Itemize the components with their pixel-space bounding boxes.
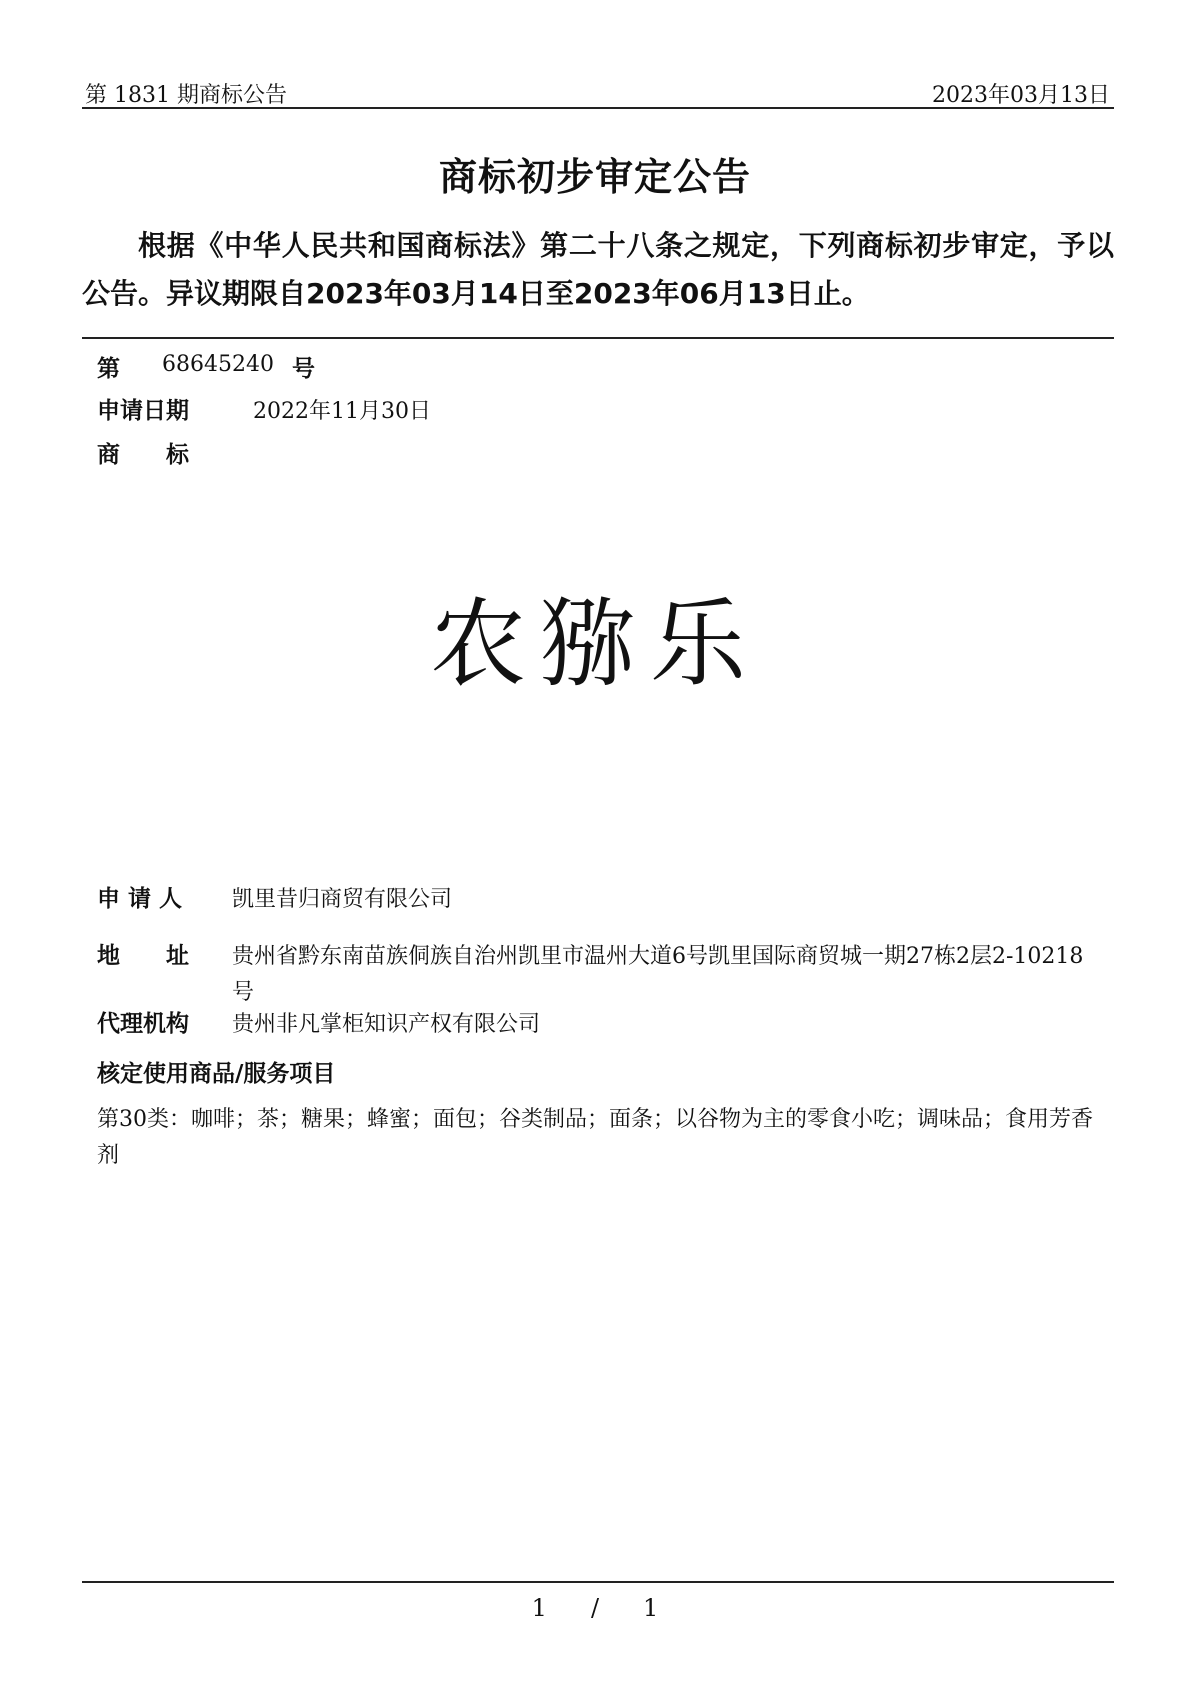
number-prefix-label: 第 <box>97 356 120 382</box>
page-title: 商标初步审定公告 <box>438 155 751 199</box>
registration-number: 68645240 <box>162 352 274 377</box>
issue-date: 2023年03月13日 <box>932 83 1110 108</box>
applicant-address: 贵州省黔东南苗族侗族自治州凯里市温州大道6号凯里国际商贸城一期27栋2层2-10218号 <box>232 944 1084 1005</box>
applicant-label: 申 请 人 <box>97 886 183 912</box>
intro-paragraph: 根据《中华人民共和国商标法》第二十八条之规定，下列商标初步审定，予以公告。异议期限自2023年03月14日至2023年06月13日止。 <box>82 229 1114 310</box>
number-suffix-label: 号 <box>292 356 315 382</box>
section-divider <box>82 337 1114 339</box>
application-date: 2022年11月30日 <box>253 399 431 424</box>
trademark-label: 商 标 <box>97 442 189 468</box>
agent-label: 代理机构 <box>97 1011 189 1037</box>
agent-name: 贵州非凡掌柜知识产权有限公司 <box>232 1012 541 1037</box>
trademark-image: 农猕乐 <box>430 588 760 700</box>
issue-number: 第 1831 期商标公告 <box>85 83 287 108</box>
header-divider <box>82 107 1114 109</box>
goods-label: 核定使用商品/服务项目 <box>97 1061 336 1087</box>
address-label: 地 址 <box>97 943 189 969</box>
current-page: 1 <box>531 1594 547 1622</box>
total-pages: 1 <box>643 1594 659 1622</box>
applicant-name: 凯里昔归商贸有限公司 <box>232 887 453 912</box>
goods-list: 第30类：咖啡；茶；糖果；蜂蜜；面包；谷类制品；面条；以谷物为主的零食小吃；调味品；食用芳香剂 <box>97 1107 1093 1168</box>
page-number <box>0 1594 1190 1622</box>
application-date-label: 申请日期 <box>97 398 189 424</box>
page-separator: / <box>590 1594 600 1622</box>
footer-divider <box>82 1581 1114 1583</box>
